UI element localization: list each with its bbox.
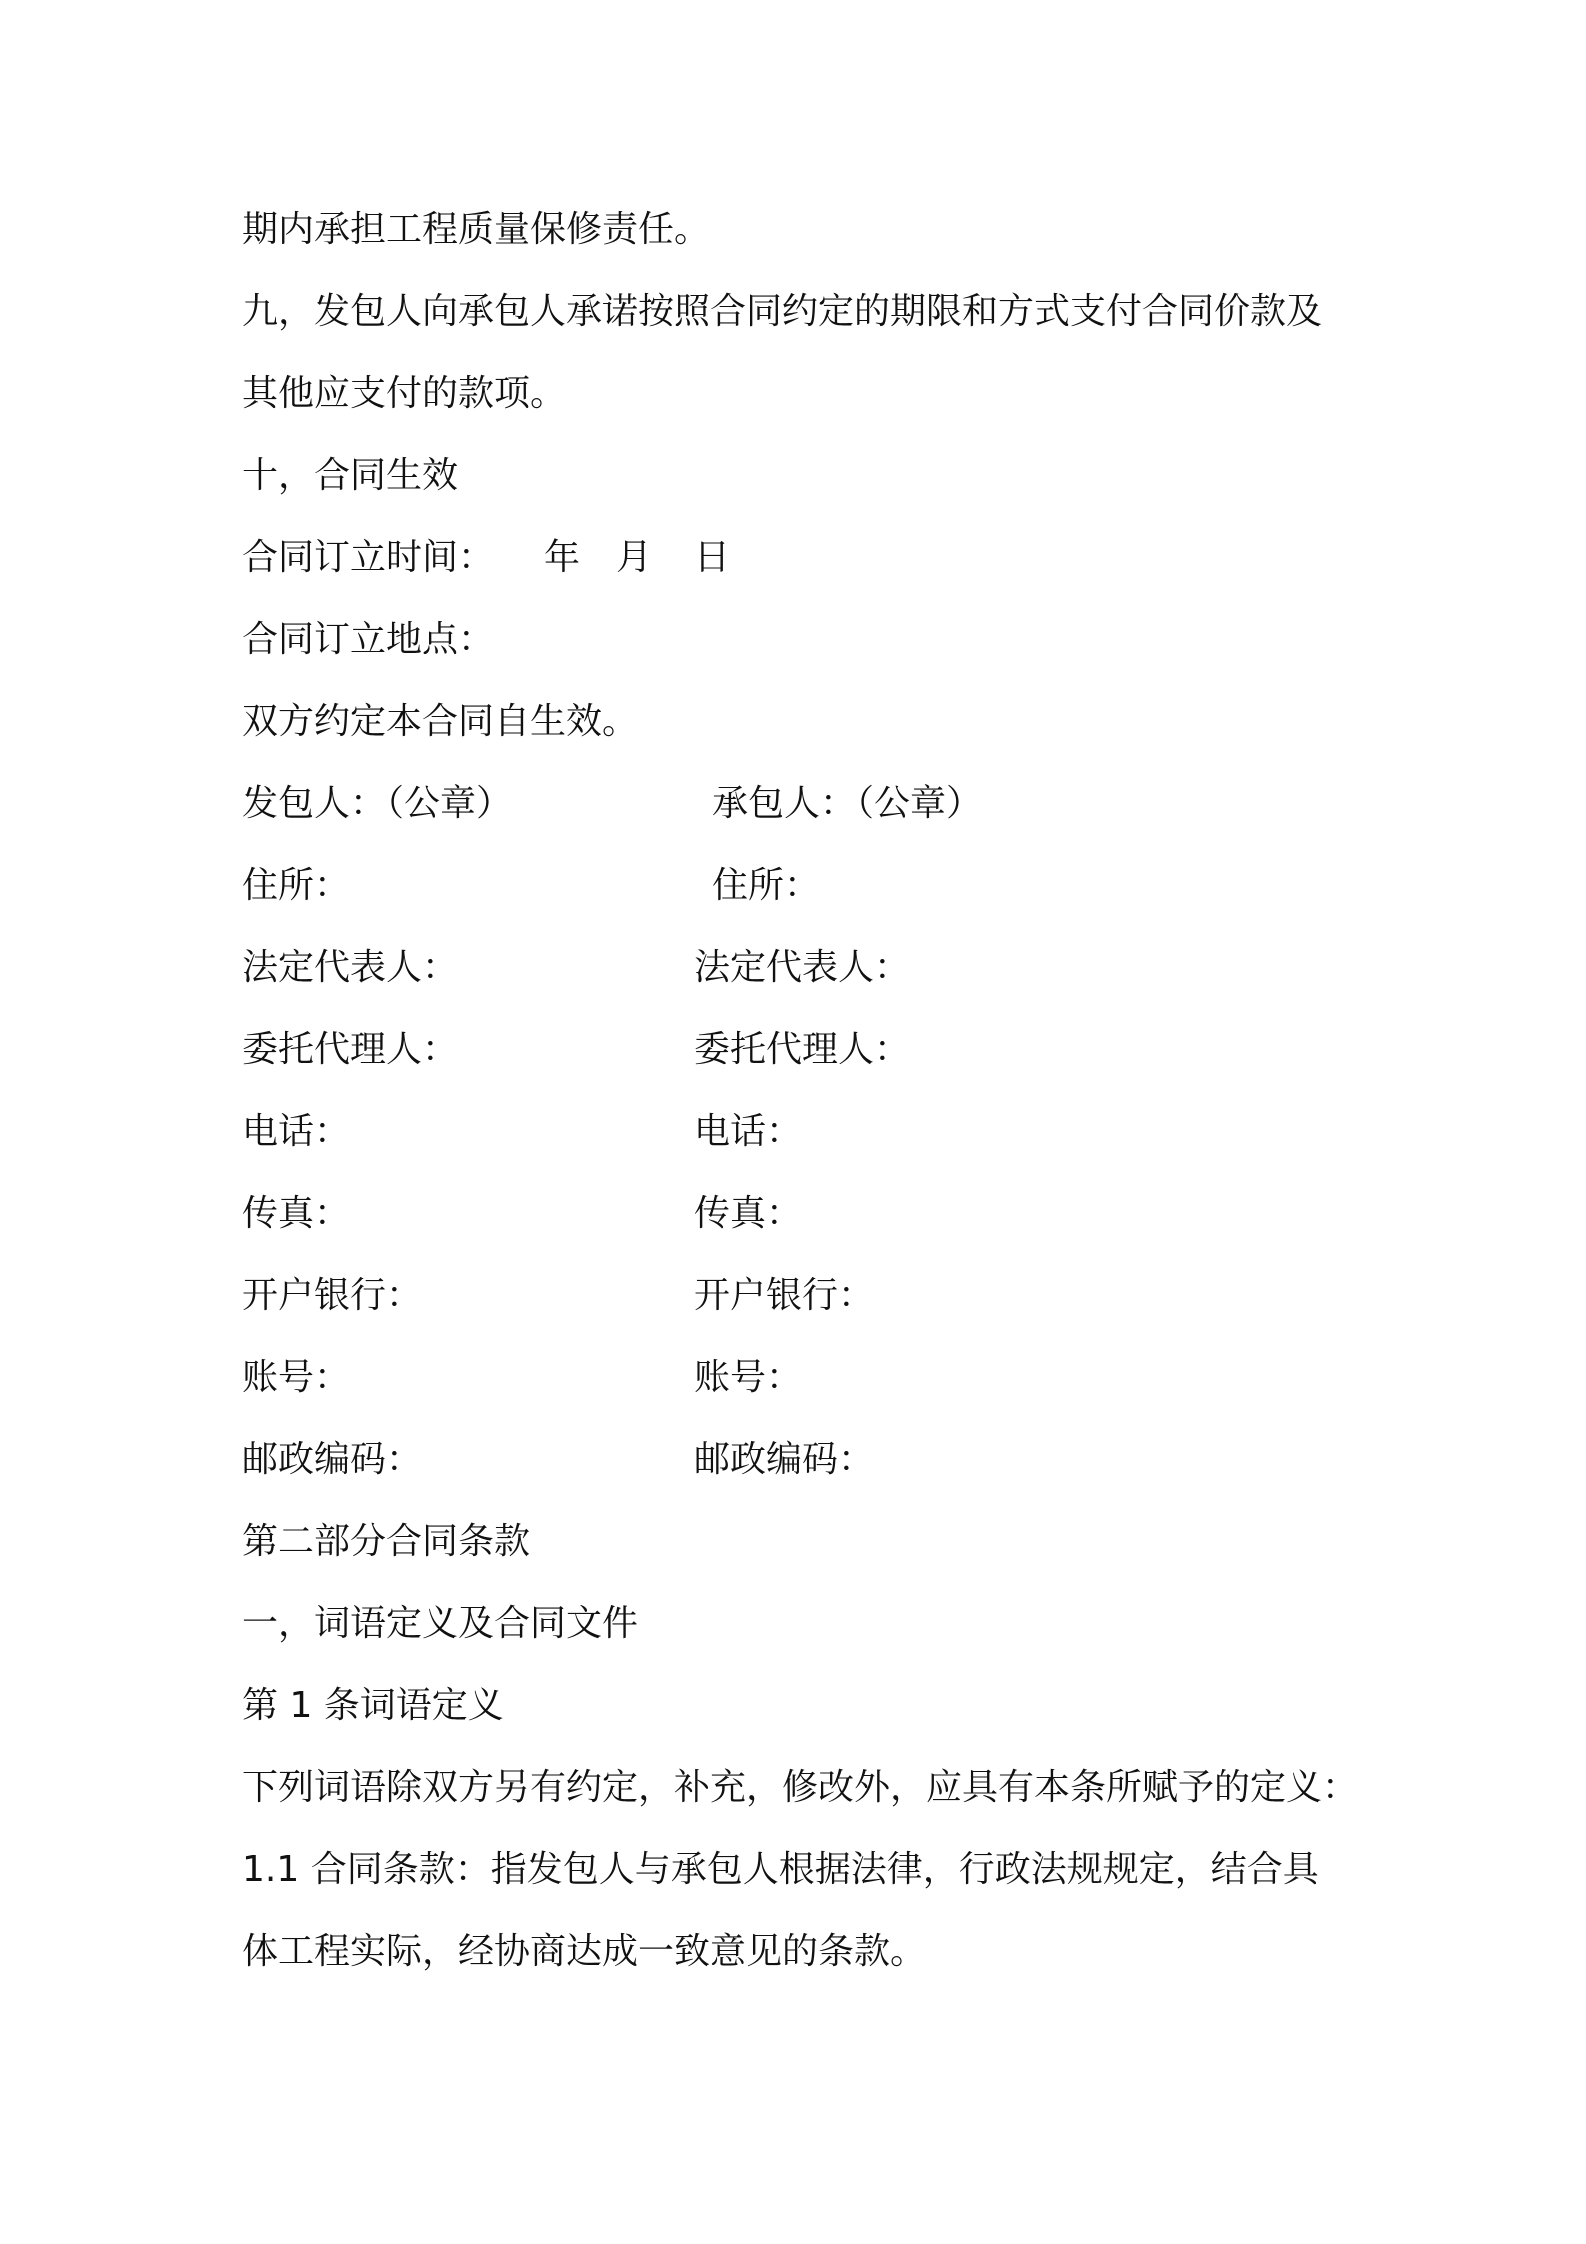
paragraph-warranty-end: 期内承担工程质量保修责任。	[242, 209, 711, 250]
contract-date-month: 月	[616, 537, 653, 578]
contractor-bank-label: 开户银行：	[694, 1275, 875, 1316]
employer-seal-label: 发包人：（公章）	[242, 783, 513, 824]
signature-row-legal-rep	[242, 946, 1392, 990]
definition-1-1-line2: 体工程实际，经协商达成一致意见的条款。	[242, 1931, 927, 1972]
employer-agent-label: 委托代理人：	[242, 1029, 459, 1070]
contractor-legal-rep-label: 法定代表人：	[694, 947, 911, 988]
definition-1-1-line1: 1.1 合同条款：指发包人与承包人根据法律，行政法规规定，结合具	[242, 1849, 1319, 1890]
contract-date-day: 日	[694, 537, 731, 578]
signature-row-fax	[242, 1192, 1392, 1236]
signature-row-bank	[242, 1274, 1392, 1318]
effectiveness-statement: 双方约定本合同自生效。	[242, 701, 639, 742]
signature-row-seal	[242, 782, 1392, 826]
contract-place-label: 合同订立地点：	[242, 619, 495, 660]
clause-nine-line2: 其他应支付的款项。	[242, 373, 567, 414]
employer-legal-rep-label: 法定代表人：	[242, 947, 459, 988]
employer-phone-label: 电话：	[242, 1111, 351, 1152]
definitions-intro: 下列词语除双方另有约定，补充，修改外，应具有本条所赋予的定义：	[242, 1767, 1359, 1808]
employer-postcode-label: 邮政编码：	[242, 1439, 423, 1480]
contractor-fax-label: 传真：	[694, 1193, 803, 1234]
contract-date-year: 年	[544, 537, 581, 578]
employer-fax-label: 传真：	[242, 1193, 351, 1234]
part-two-heading: 第二部分合同条款	[242, 1521, 531, 1562]
signature-row-phone	[242, 1110, 1392, 1154]
employer-account-label: 账号：	[242, 1357, 351, 1398]
contract-date-row	[242, 536, 1392, 580]
section-one-heading: 一，词语定义及合同文件	[242, 1603, 639, 1644]
contractor-seal-label: 承包人：（公章）	[712, 783, 983, 824]
contractor-phone-label: 电话：	[694, 1111, 803, 1152]
employer-bank-label: 开户银行：	[242, 1275, 423, 1316]
signature-row-agent	[242, 1028, 1392, 1072]
article-one-heading: 第 1 条词语定义	[242, 1685, 504, 1726]
contract-date-label: 合同订立时间：	[242, 537, 495, 578]
employer-address-label: 住所：	[242, 865, 351, 906]
signature-row-address	[242, 864, 1392, 908]
signature-row-postcode	[242, 1438, 1392, 1482]
clause-ten-heading: 十，合同生效	[242, 455, 459, 496]
contractor-agent-label: 委托代理人：	[694, 1029, 911, 1070]
contractor-postcode-label: 邮政编码：	[694, 1439, 875, 1480]
signature-row-account	[242, 1356, 1392, 1400]
clause-nine-line1: 九，发包人向承包人承诺按照合同约定的期限和方式支付合同价款及	[242, 291, 1323, 332]
contractor-address-label: 住所：	[712, 865, 821, 906]
contractor-account-label: 账号：	[694, 1357, 803, 1398]
